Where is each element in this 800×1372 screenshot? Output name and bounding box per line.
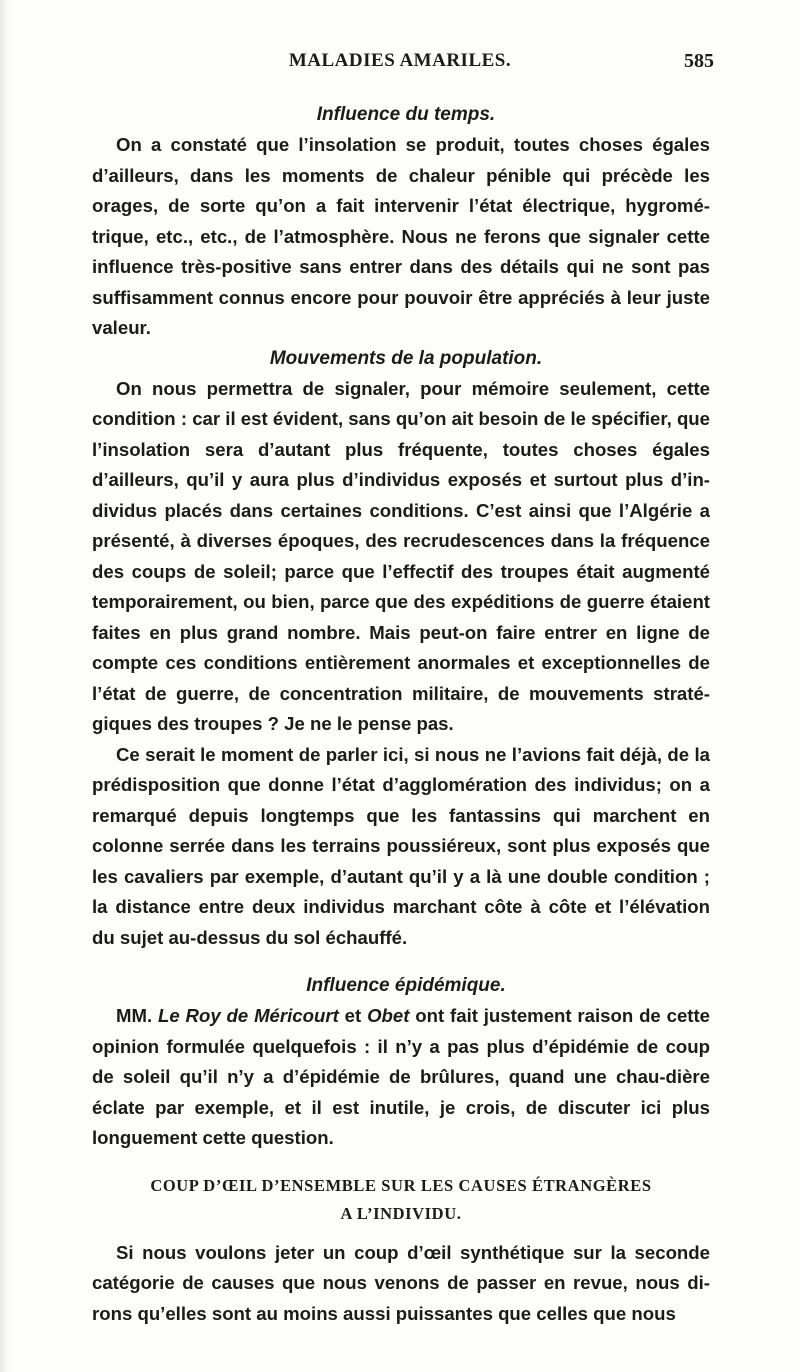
paragraph-coup-oeil: Si nous voulons jeter un coup d’œil synthétique sur la seconde catégorie de causes que nous venons de passer en revue, nous di-rons qu’elles sont au moins aussi puissantes que celles que nous <box>92 1241 710 1324</box>
epidemique-text: ont fait justement raison de cette opinion formulée quelquefois : il n’y a pas plus d’épidémie de coup de soleil qu’il n’y a d’épidémie de brûlures, quand une chau-dière éclate par exemple, et il est inutile, je crois, de discuter ici plus longuement cette question. <box>92 1005 711 1148</box>
paragraph-epidemique <box>92 1001 710 1154</box>
section-gap <box>92 1228 710 1238</box>
paragraph-population-1: On nous permettra de signaler, pour mémoire seulement, cette condition : car il est évident, sans qu’on ait besoin de le spécifier, que l’insolation sera d’autant plus fréquente, toutes choses égales d’ailleurs, qu’il y aura plus d’individus exposés et surtout plus d’in-dividus placés dans certaines conditions. C’est ainsi que l’Algérie a présenté, à diverses époques, des recrudescences dans la fréquence des coups de soleil; parce que l’effectif des troupes était augmenté temporairement, ou bien, parce que des expéditions de guerre étaient faites en plus grand nombre. Mais peut-on faire entrer en ligne de compte ces conditions entièrement anormales et exceptionnelles de l’état de guerre, de concentration militaire, de mouvements straté-giques des troupes ? Je ne le pense pas. <box>92 377 710 734</box>
paragraph-temps: On a constaté que l’insolation se produit, toutes choses égales d’ailleurs, dans les moments de chaleur pénible qui précède les orages, de sorte qu’on a fait intervenir l’état électrique, hygromé-trique, etc., etc., de l’atmosphère. Nous ne ferons que signaler cette influence très-positive sans entrer dans des détails qui ne sont pas suffisamment connus encore pour pouvoir être appréciés à leur juste valeur. <box>92 134 710 338</box>
section-gap <box>92 1154 710 1172</box>
running-title: MALADIES AMARILES. <box>288 50 512 71</box>
heading-influence-epidemique: Influence épidémique. <box>306 975 506 996</box>
heading-mouvements-population: Mouvements de la population. <box>269 347 543 369</box>
page-body <box>92 100 710 1329</box>
author-le-roy-de-mericourt: Le Roy de Méricourt <box>158 1005 339 1026</box>
epidemique-connector: et <box>344 1005 362 1026</box>
heading-coup-oeil-line-1: COUP D’ŒIL D’ENSEMBLE SUR LES CAUSES ÉTRANGÈRES <box>150 1175 652 1195</box>
heading-coup-oeil-line-2: A L’INDIVIDU. <box>340 1203 462 1223</box>
page-header <box>0 50 800 80</box>
page-number: 585 <box>684 50 714 72</box>
epidemique-prefix: MM. <box>116 1005 153 1026</box>
heading-influence-du-temps: Influence du temps. <box>316 104 496 125</box>
paragraph-population-2: Ce serait le moment de parler ici, si nous ne l’avions fait déjà, de la prédisposition que donne l’état d’agglomération des individus; on a remarqué depuis longtemps que les fantassins qui marchent en colonne serrée dans les terrains poussiéreux, sont plus exposés que les cavaliers par exemple, d’autant qu’il y a là une double condition ; la distance entre deux individus marchant côte à côte et l’élévation du sujet au-dessus du sol échauffé. <box>92 743 710 948</box>
page-edge-shadow <box>0 0 10 1372</box>
author-obet: Obet <box>367 1005 410 1026</box>
section-gap <box>92 953 710 971</box>
